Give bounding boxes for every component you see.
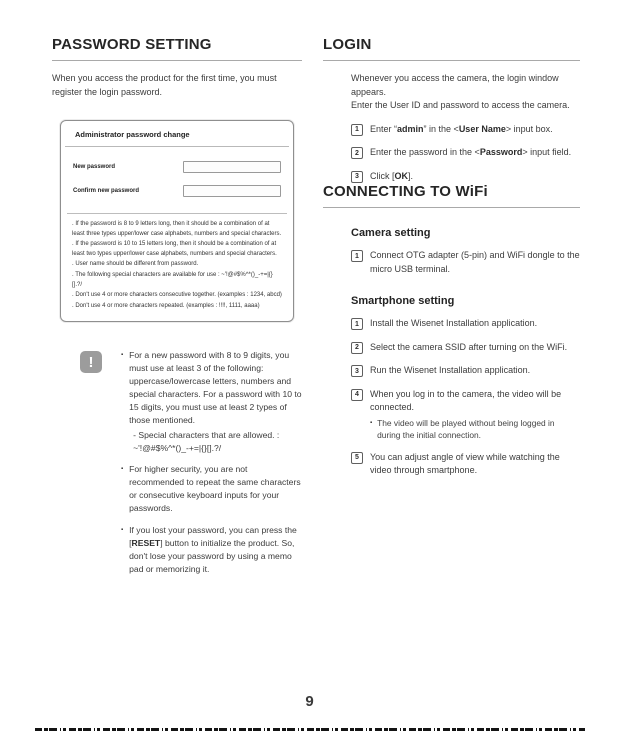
step-number-box: 3 (351, 365, 363, 377)
step-text: Run the Wisenet Installation application. (370, 365, 531, 375)
step-number-box: 5 (351, 452, 363, 464)
step-number-box: 3 (351, 171, 363, 183)
exclamation-icon: ! (80, 351, 102, 373)
step-text: Enter the password in the <Password> input field. (370, 147, 572, 157)
login-intro: Whenever you access the camera, the login window appears. Enter the User ID and password to access the camera. (351, 73, 570, 110)
page-number: 9 (305, 693, 314, 710)
step-text: Click [OK]. (370, 170, 414, 181)
dialog-rule: . Don't use 4 or more characters repeated. (examples : !!!!, 1111, aaaa) (72, 302, 260, 309)
step-text: You can adjust angle of view while watching the video through smartphone. (370, 451, 560, 476)
step-text: Install the Wisenet Installation application. (370, 318, 538, 328)
step (351, 170, 580, 184)
note-subtext: - Special characters that are allowed. : ~'!@#$%^*()_-+=|{}[].?/ (133, 429, 280, 453)
dialog-title: Administrator password change (65, 121, 289, 147)
step (351, 317, 580, 331)
step (351, 451, 580, 478)
new-password-row (61, 155, 293, 179)
step (351, 249, 580, 276)
dialog-password-rules (67, 213, 287, 321)
step-text: When you log in to the camera, the video will be connected. ▪ The video will be played without being logged in during the initial connection. (370, 388, 580, 441)
step-number-box: 2 (351, 147, 363, 159)
admin-password-dialog-screenshot (60, 120, 294, 322)
step (351, 146, 580, 160)
step-number-box: 2 (351, 342, 363, 354)
step-number-box: 1 (351, 124, 363, 136)
bullet-square-icon: ▪ (121, 352, 124, 359)
confirm-password-input (183, 185, 281, 197)
bullet-square-icon: ▪ (121, 466, 124, 473)
dialog-rule: . User name should be different from password. (72, 261, 199, 268)
heading-password-setting: PASSWORD SETTING (52, 36, 302, 61)
confirm-password-label: Confirm new password (73, 188, 140, 194)
step-text: Connect OTG adapter (5-pin) and WiFi dongle to the micro USB terminal. (370, 250, 580, 274)
step (351, 388, 580, 441)
bullet-square-icon: ▪ (370, 419, 373, 426)
smartphone-setting-steps (351, 317, 580, 478)
dialog-rule: . If the password is 10 to 15 letters long, then it should be a combination of at least two types upper/lower case alphabets, numbers and special characters. (72, 241, 277, 257)
note-text: If you lost your password, you can press the [RESET] button to initialize the product. So, don't lose your password by using a memo pad or memorizing it. (129, 525, 297, 574)
new-password-label: New password (73, 164, 116, 170)
step-number-box: 1 (351, 250, 363, 262)
camera-setting-steps (351, 249, 580, 276)
step (351, 341, 580, 355)
dialog-rule: . Don't use 4 or more characters consecutive together. (examples : 1234, abcd) (72, 292, 282, 299)
column-right (323, 36, 580, 585)
step (351, 364, 580, 378)
bullet-square-icon: ▪ (121, 527, 124, 534)
column-left (52, 36, 302, 585)
new-password-input (183, 161, 281, 173)
note-text: For a new password with 8 to 9 digits, you must use at least 3 of the following: uppercase/lowercase letters, numbers and special characters. For a password with 10 to 15 digits, you must use at least 2 types of those mentioned. - Special characters that are allowed. : ~'!@#$%^*()_-+=|{}[].?/ (129, 350, 302, 453)
confirm-password-row (61, 179, 293, 203)
note-text: For higher security, you are not recommended to repeat the same characters or consecutive keyboard inputs for your passwords. (129, 464, 301, 514)
note-block (80, 349, 302, 584)
subheading-camera-setting: Camera setting (351, 227, 431, 239)
heading-connecting-to-wifi: CONNECTING TO WiFi (323, 183, 580, 208)
step-text: Enter “admin” in the <User Name> input box. (370, 123, 553, 134)
step (351, 123, 580, 137)
login-steps (351, 123, 580, 184)
print-barcode-strip (35, 728, 585, 731)
note-item (121, 349, 302, 454)
note-item (121, 524, 302, 576)
step-number-box: 1 (351, 318, 363, 330)
heading-login: LOGIN (323, 36, 580, 61)
subheading-smartphone-setting: Smartphone setting (351, 295, 455, 307)
note-item (121, 463, 302, 515)
step-sub-note: ▪ The video will be played without being logged in during the initial connection. (370, 417, 555, 440)
password-setting-intro: When you access the product for the first time, you must register the login password. (52, 73, 277, 97)
dialog-rule: . If the password is 8 to 9 letters long, then it should be a combination of at least three types upper/lower case alphabets, numbers and special characters. (72, 221, 282, 237)
note-list (121, 349, 302, 584)
dialog-fields (61, 147, 293, 205)
dialog-rule: . The following special characters are available for use : ~'!@#$%^*()_-+=|{}[].?/ (72, 271, 273, 288)
step-text: Select the camera SSID after turning on the WiFi. (370, 341, 568, 352)
step-number-box: 4 (351, 389, 363, 401)
